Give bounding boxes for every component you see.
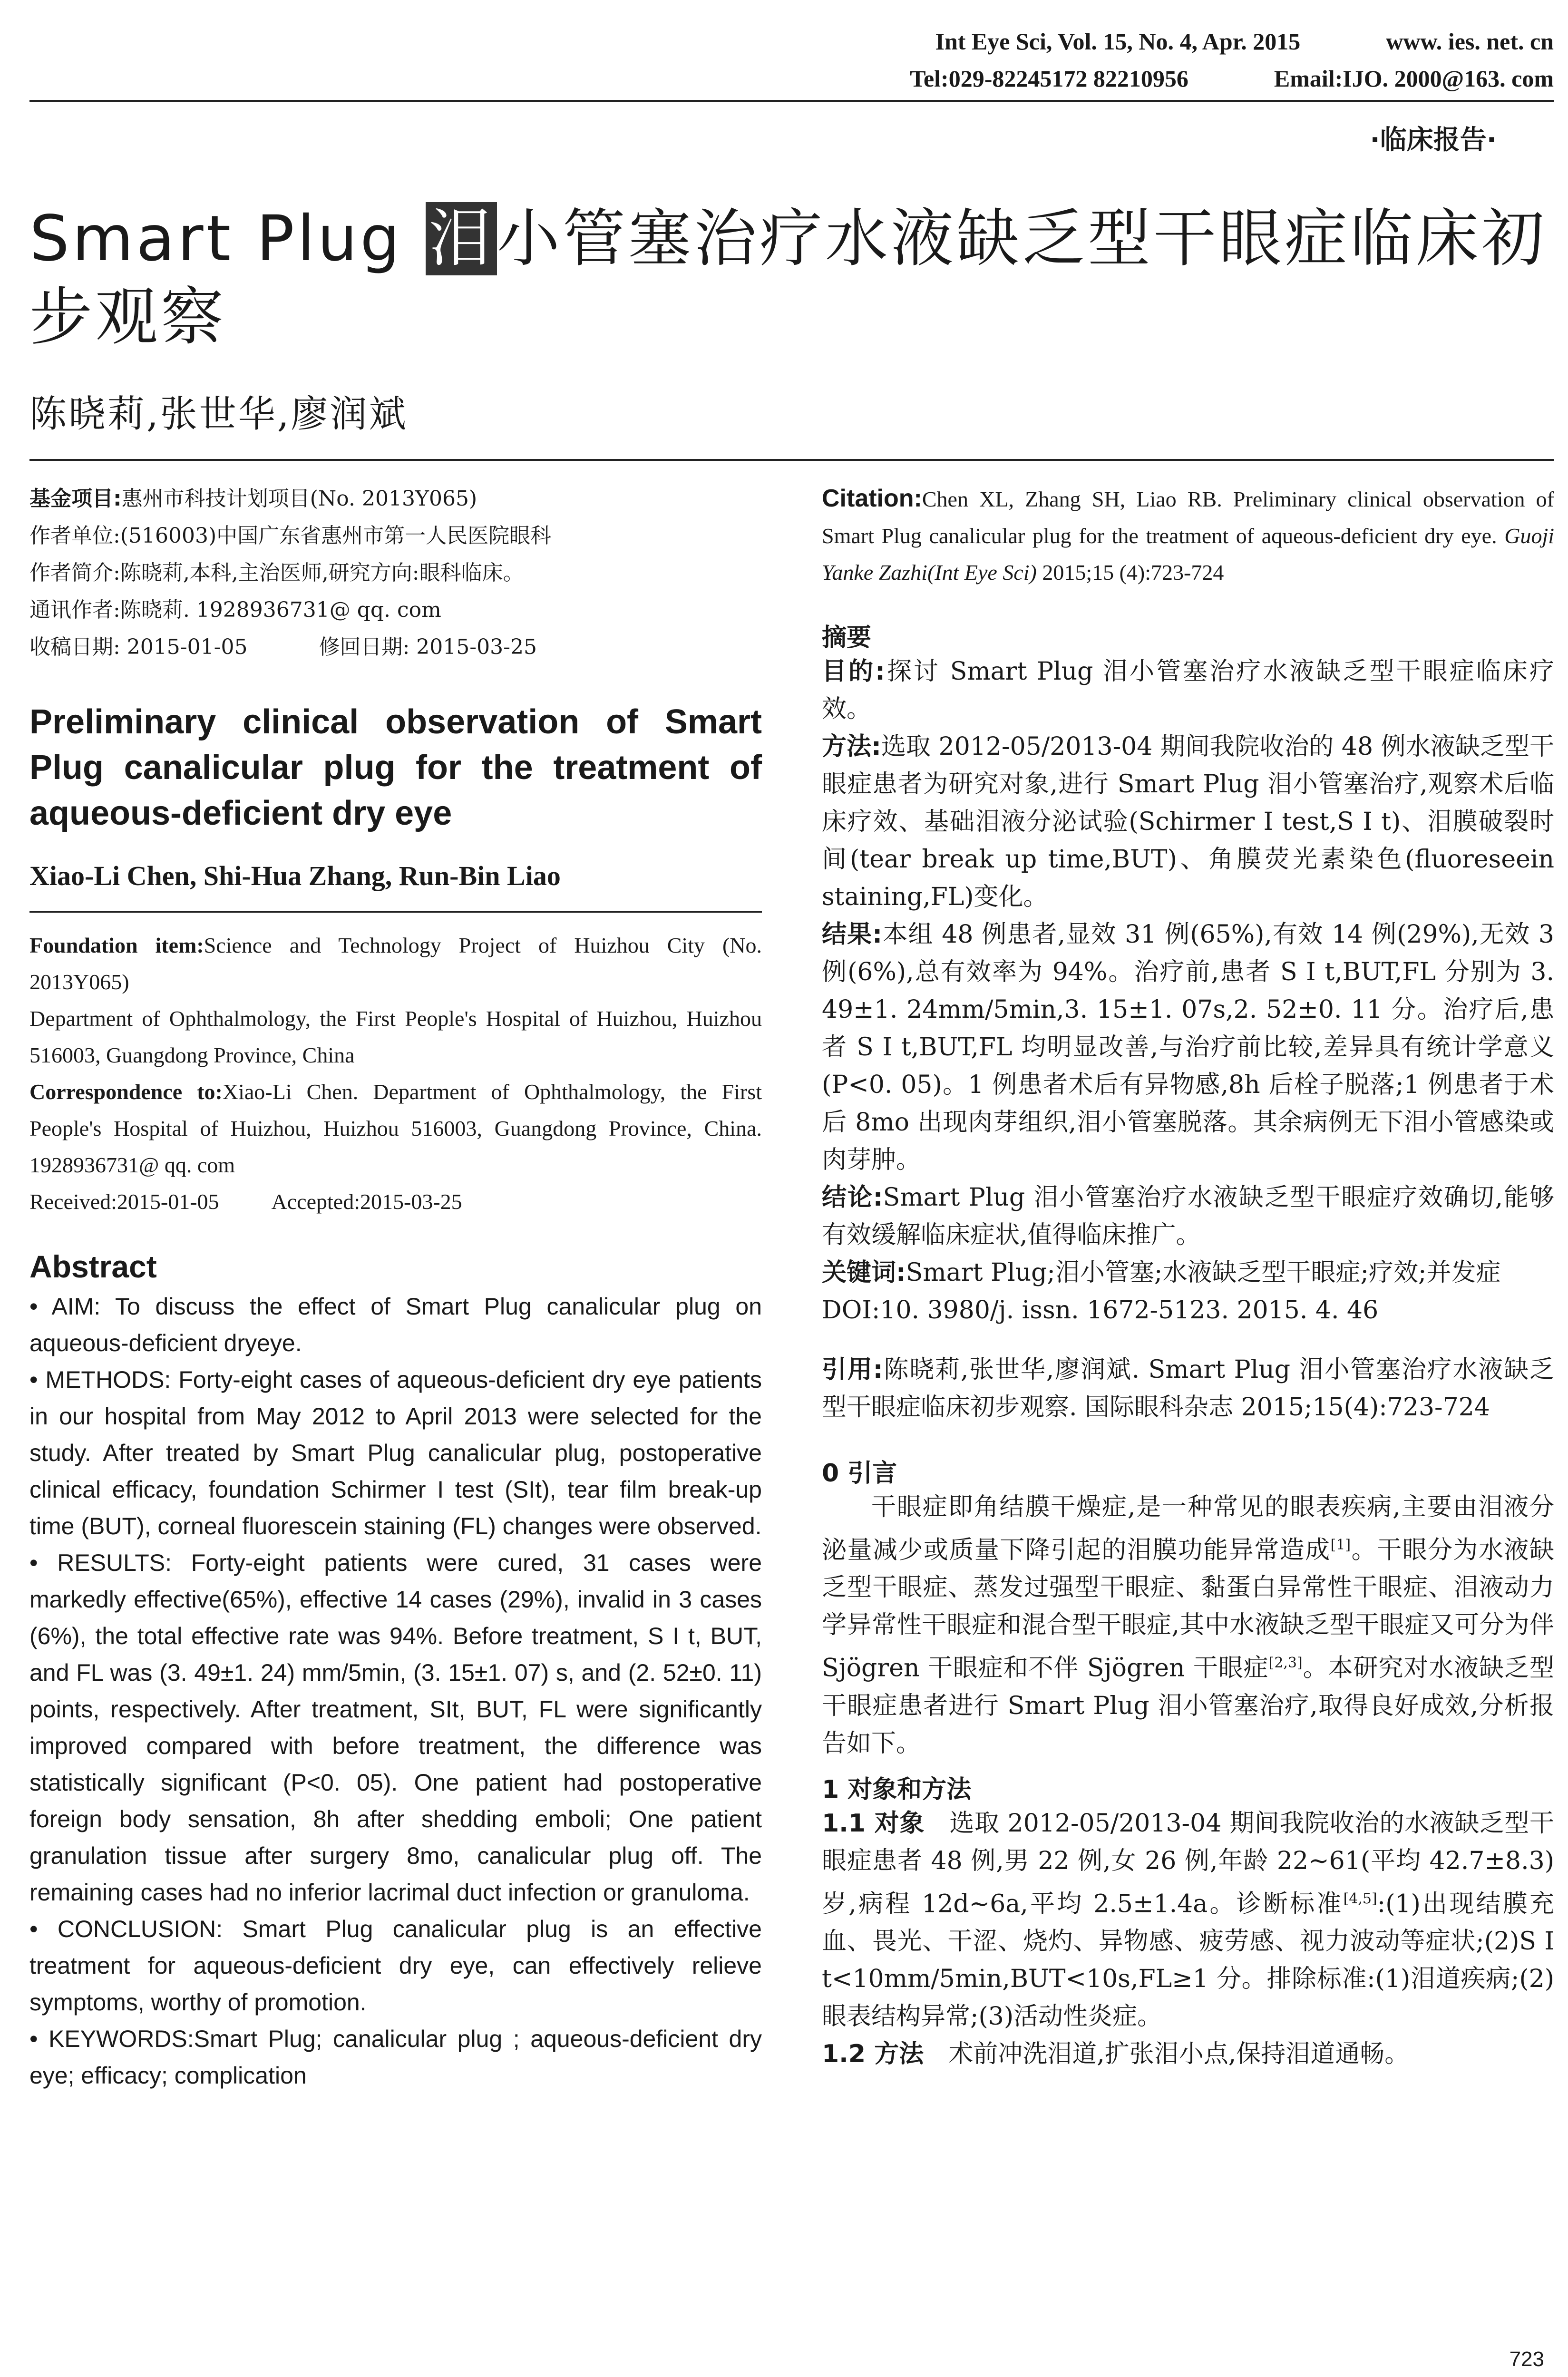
- meta-cn: [29, 480, 762, 666]
- ref-3: [4,5]: [1343, 1890, 1377, 1907]
- journal-tel: Tel:029-82245172 82210956: [910, 65, 1188, 92]
- cn-results: 结果:本组 48 例患者,显效 31 例(65%),有效 14 例(29%),无效 3 例(6%),总有效率为 94%。治疗前,患者 S I t,BUT,FL 分别为 3. 49±1. 24mm/5min,3. 15±1. 07s,2. 52±0. 11 分。治疗后,患者 S I t,BUT,FL 均明显改善,与治疗前比较,差异具有统计学意义(P<0. 05)。1 例患者术后有异物感,8h 后栓子脱落;1 例患者于术后 8mo 出现肉芽组织,泪小管塞脱落。其余病例无下泪小管感染或肉芽肿。: [822, 920, 1555, 1174]
- methods-body: [822, 1805, 1554, 2073]
- english-meta: [29, 927, 762, 1220]
- unit-cn: 作者单位:(516003)中国广东省惠州市第一人民医院眼科: [29, 524, 552, 548]
- cn-abstract-body: [822, 653, 1554, 1329]
- dates-en: Received:2015-01-05 Accepted:2015-03-25: [29, 1189, 462, 1214]
- abstract-results: • RESULTS: Forty-eight patients were cured, 31 cases were markedly effective(65%), effective 14 cases (29%), invalid in 3 cases (6%), the total effective rate was 94%. Before treatment, S I t, BUT, and FL was (3. 49±1. 24) mm/5min, (3. 15±1. 07) s, and (2. 52±0. 11) points, respectively. After treatment, SIt, BUT, FL were significantly improved compared with before treatment, the difference was statistically significant (P<0. 05). One patient had postoperative foreign body sensation, 8h after shedding emboli; One patient granulation tissue after surgery 8mo, canalicular plug off. The remaining cases had no inferior lacrimal duct infection or granuloma.: [29, 1549, 762, 1906]
- fund-cn: 基金项目:惠州市科技计划项目(No. 2013Y065): [29, 487, 477, 511]
- ref-2: [2,3]: [1268, 1655, 1303, 1672]
- intro-body: [822, 1489, 1554, 1763]
- intro-heading: 0 引言: [822, 1459, 897, 1488]
- english-authors: Xiao-Li Chen, Shi-Hua Zhang, Run-Bin Liao: [29, 860, 561, 891]
- bio-cn: 作者简介:陈晓莉,本科,主治医师,研究方向:眼科临床。: [29, 561, 524, 585]
- cn-doi: DOI:10. 3980/j. issn. 1672-5123. 2015. 4. 46: [822, 1296, 1379, 1325]
- subjects-paragraph: 1.1 对象 选取 2012-05/2013-04 期间我院收治的水液缺乏型干眼症患者 48 例,男 22 例,女 26 例,年龄 22~61(平均 42.7±8.3)岁,病程 12d~6a,平均 2.5±1.4a。诊断标准[4,5]:(1)出现结膜充血、畏光、干涩、烧灼、异物感、疲劳感、视力波动等症状;(2)S I t<10mm/5min,BUT<10s,FL≥1 分。排除标准:(1)泪道疾病;(2)眼表结构异常;(3)活动性炎症。: [822, 1809, 1554, 2031]
- abstract-heading: Abstract: [29, 1249, 157, 1284]
- corr-cn: 通讯作者:陈晓莉. 1928936731@ qq. com: [29, 598, 441, 622]
- cn-abstract-heading: 摘要: [822, 623, 872, 652]
- header-rule: [29, 100, 1554, 102]
- methods-heading: 1 对象和方法: [822, 1775, 972, 1804]
- citation-en: Citation:Chen XL, Zhang SH, Liao RB. Preliminary clinical observation of Smart Plug canalicular plug for the treatment of aqueous-deficient dry eye. Guoji Yanke Zazhi(Int Eye Sci) 2015;15 (4):723-724: [822, 485, 1554, 585]
- cn-citation: 引用:陈晓莉,张世华,廖润斌. Smart Plug 泪小管塞治疗水液缺乏型干眼症临床初步观察. 国际眼科杂志 2015;15(4):723-724: [822, 1355, 1554, 1422]
- abstract-methods: • METHODS: Forty-eight cases of aqueous-deficient dry eye patients in our hospital from May 2012 to April 2013 were selected for the study. After treated by Smart Plug canalicular plug, postoperative clinical efficacy, foundation Schirmer I test (SIt), tear film break-up time (BUT), corneal fluorescein staining (FL) changes were observed.: [29, 1366, 762, 1539]
- journal-email: Email:IJO. 2000@163. com: [1274, 65, 1554, 92]
- department-en: Department of Ophthalmology, the First People's Hospital of Huizhou, Huizhou 516003, Guangdong Province, China: [29, 1006, 762, 1067]
- correspondence-en: Correspondence to:Xiao-Li Chen. Department of Ophthalmology, the First People's Hospital of Huizhou, Huizhou 516003, Guangdong Province, China. 1928936731@ qq. com: [29, 1080, 762, 1177]
- abstract-conclusion: • CONCLUSION: Smart Plug canalicular plug is an effective treatment for aqueous-deficient dry eye, can effectively relieve symptoms, worthy of promotion.: [29, 1916, 762, 2016]
- foundation-en: Foundation item:Science and Technology Project of Huizhou City (No. 2013Y065): [29, 933, 762, 994]
- journal-website: www. ies. net. cn: [1386, 28, 1554, 55]
- page-number: 723: [1509, 2348, 1544, 2371]
- journal-info: Int Eye Sci, Vol. 15, No. 4, Apr. 2015: [935, 28, 1301, 55]
- dates-cn: 收稿日期: 2015-01-05 修回日期: 2015-03-25: [29, 635, 537, 659]
- article-title: [29, 200, 1551, 357]
- authors-rule: [29, 911, 762, 913]
- intro-paragraph: 干眼症即角结膜干燥症,是一种常见的眼表疾病,主要由泪液分泌量减少或质量下降引起的泪膜功能异常造成[1]。干眼分为水液缺乏型干眼症、蒸发过强型干眼症、黏蛋白异常性干眼症、泪液动力学异常性干眼症和混合型干眼症,其中水液缺乏型干眼症又可分为伴 Sjögren 干眼症和不伴 Sjögren 干眼症[2,3]。本研究对水液缺乏型干眼症患者进行 Smart Plug 泪小管塞治疗,取得良好成效,分析报告如下。: [822, 1493, 1554, 1758]
- title-prefix: Smart Plug: [29, 202, 426, 275]
- abstract-aim: • AIM: To discuss the effect of Smart Plug canalicular plug on aqueous-deficient dryeye.: [29, 1293, 762, 1356]
- cn-aim: 目的:探讨 Smart Plug 泪小管塞治疗水液缺乏型干眼症临床疗效。: [822, 657, 1554, 723]
- title-rest: 小管塞治疗水液缺乏型干眼症临床初步观察: [29, 202, 1547, 354]
- authors-cn: 陈晓莉,张世华,廖润斌: [29, 393, 408, 436]
- cn-methods: 方法:选取 2012-05/2013-04 期间我院收治的 48 例水液缺乏型干眼症患者为研究对象,进行 Smart Plug 泪小管塞治疗,观察术后临床疗效、基础泪液分泌试验(Schirmer I test,S I t)、泪膜破裂时间(tear break up time,BUT)、角膜荧光素染色(fluoreseein staining,FL)变化。: [822, 732, 1554, 911]
- running-header: [910, 23, 1554, 97]
- right-column: [822, 480, 1554, 2073]
- cn-keywords: 关键词:Smart Plug;泪小管塞;水液缺乏型干眼症;疗效;并发症: [822, 1258, 1501, 1287]
- abstract-keywords: • KEYWORDS:Smart Plug; canalicular plug ; aqueous-deficient dry eye; efficacy; complication: [29, 2026, 762, 2089]
- english-title: Preliminary clinical observation of Smart Plug canalicular plug for the treatment of aqueous-deficient dry eye: [29, 703, 762, 832]
- left-column: [29, 480, 762, 2094]
- abstract-body: [29, 1288, 762, 2094]
- title-rule: [29, 459, 1554, 461]
- section-tag: ·临床报告·: [1370, 125, 1497, 156]
- fund-label: 基金项目:: [29, 487, 122, 511]
- cn-conclusion: 结论:Smart Plug 泪小管塞治疗水液缺乏型干眼症疗效确切,能够有效缓解临床症状,值得临床推广。: [822, 1183, 1554, 1249]
- ref-1: [1]: [1330, 1537, 1351, 1553]
- method-paragraph: 1.2 方法 术前冲洗泪道,扩张泪小点,保持泪道通畅。: [822, 2039, 1410, 2068]
- title-highlight: 泪: [426, 202, 497, 275]
